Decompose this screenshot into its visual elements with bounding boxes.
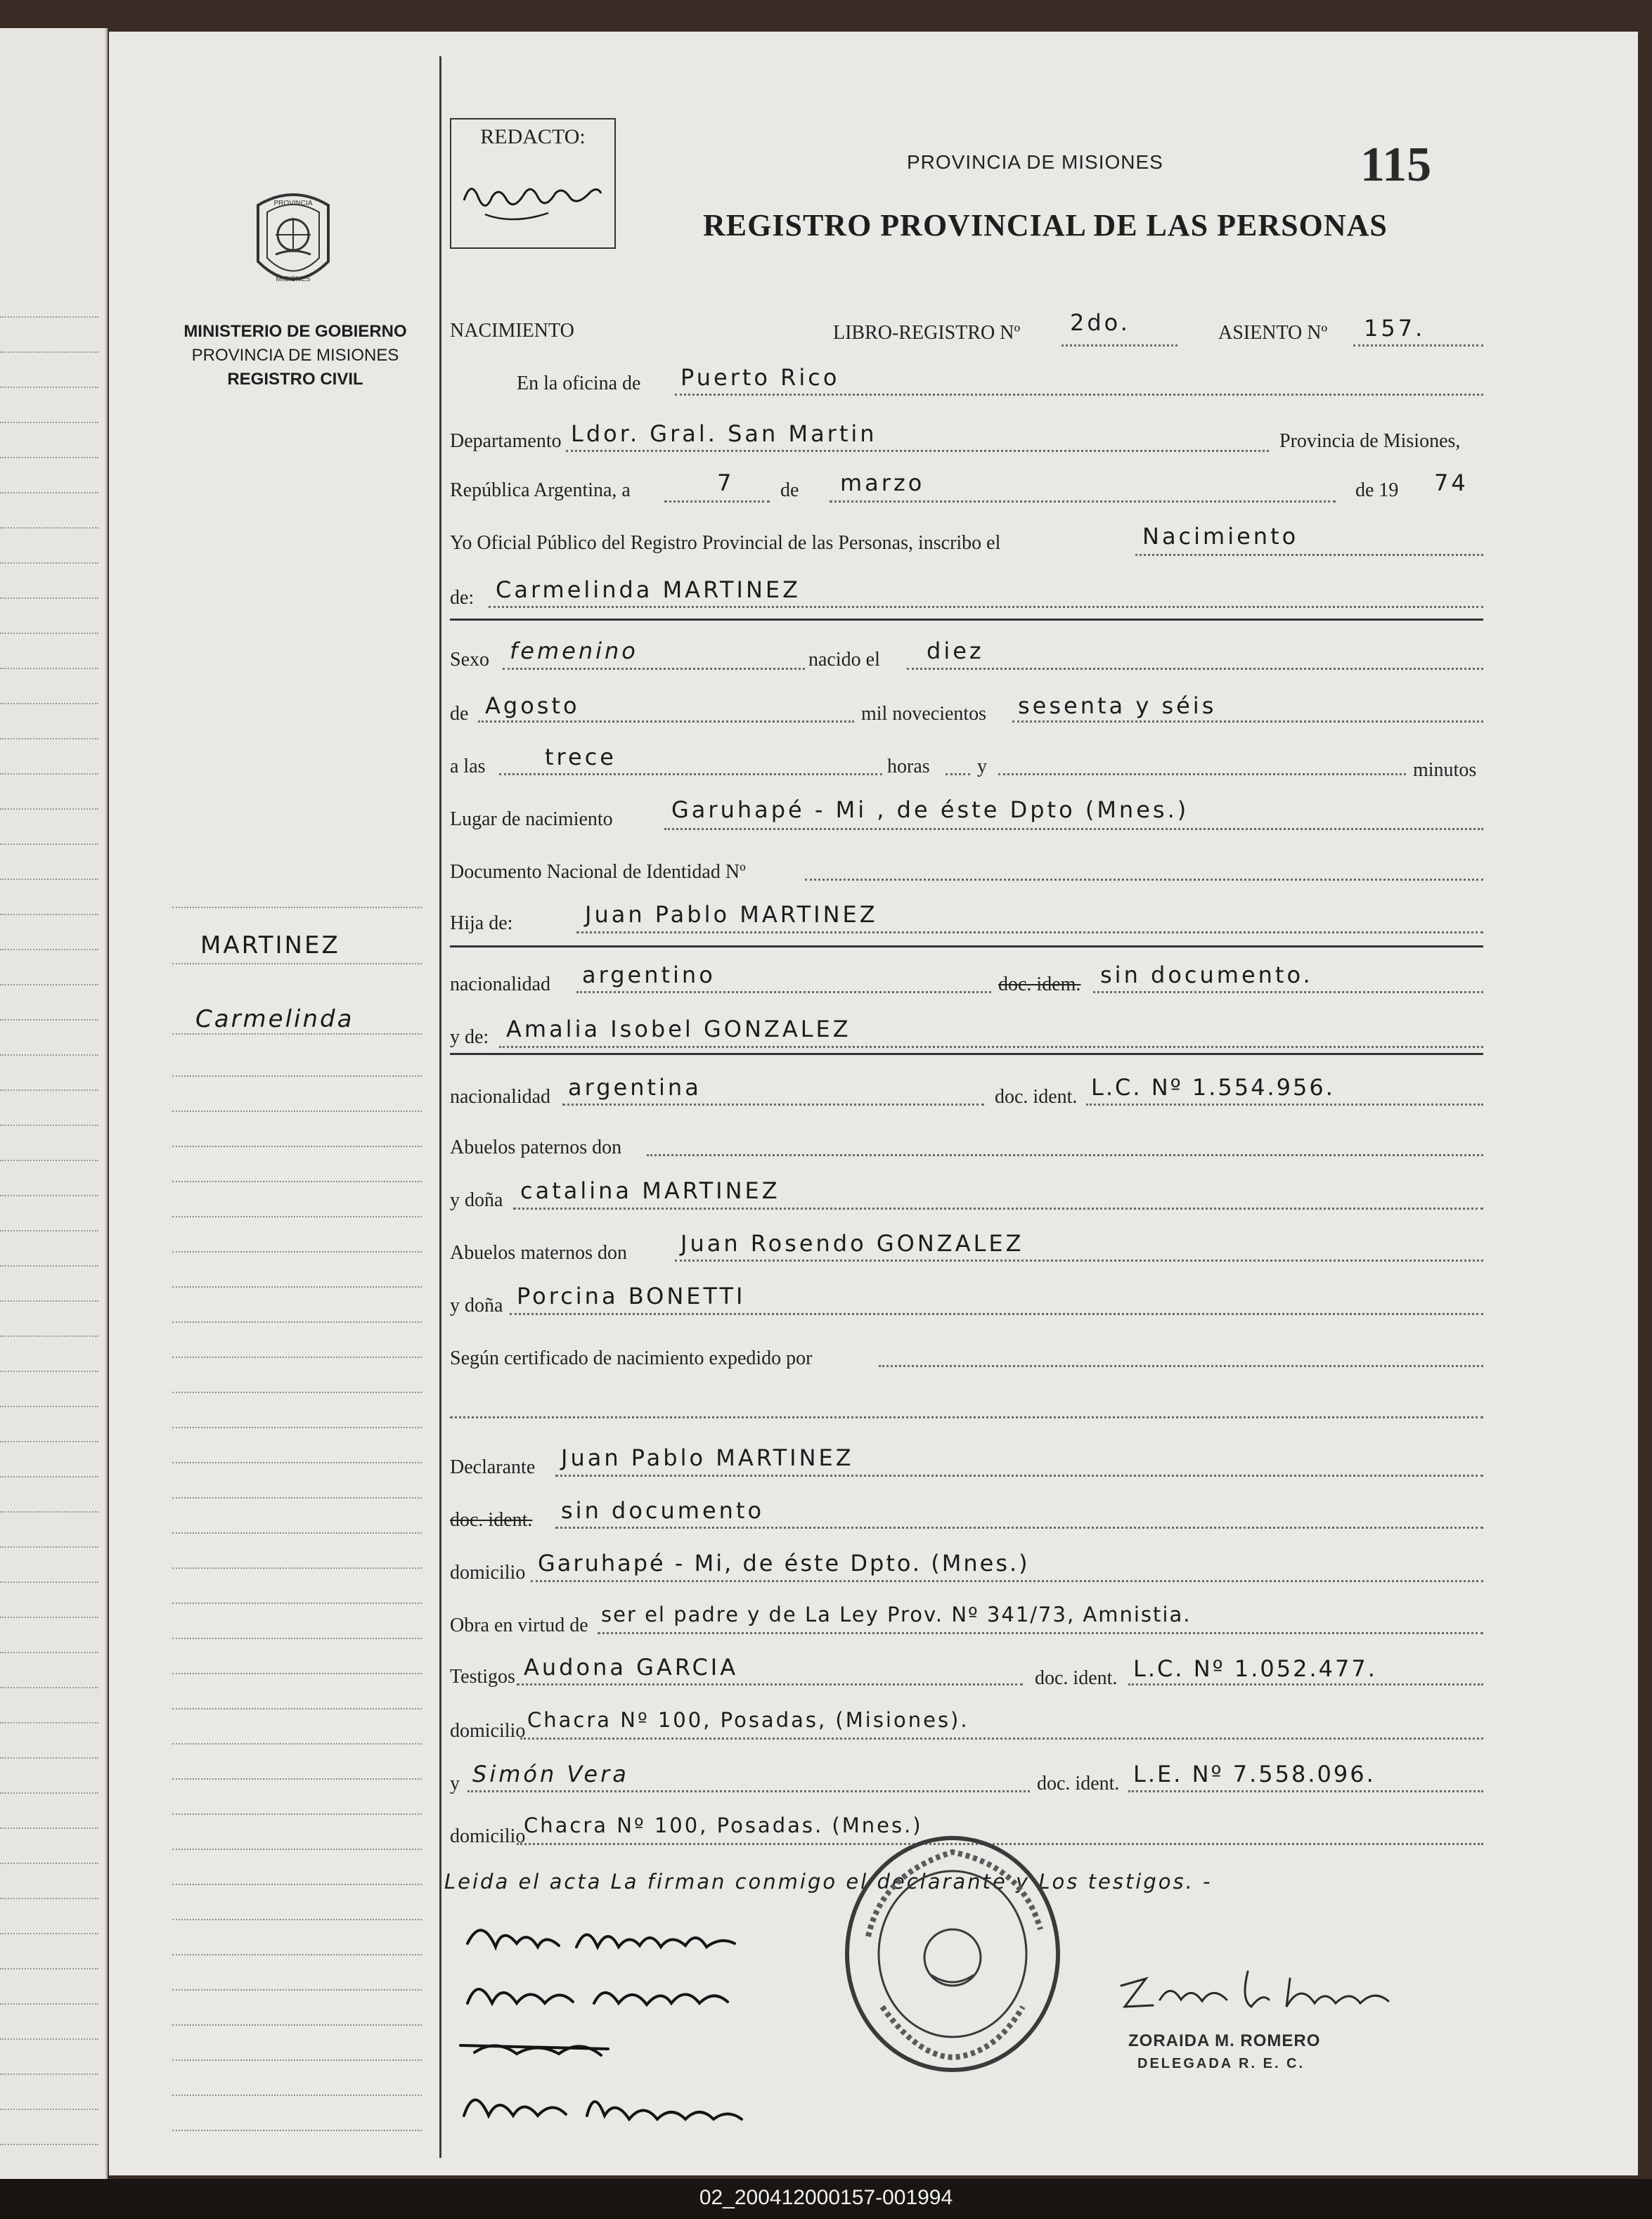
sexo-value: femenino xyxy=(510,638,638,664)
departamento-label: Departamento xyxy=(450,430,562,452)
obra-value: ser el padre y de La Ley Prov. Nº 341/73, Amnistia. xyxy=(601,1603,1192,1626)
hours-value: trece xyxy=(545,744,617,770)
certificado-label: Según certificado de nacimiento expedido por xyxy=(450,1347,813,1369)
province-coat-of-arms-icon xyxy=(247,184,339,297)
y-label: y xyxy=(977,756,987,777)
de-label: de xyxy=(780,479,799,501)
mother-doc: L.C. Nº 1.554.956. xyxy=(1091,1074,1335,1101)
redacto-label: REDACTO: xyxy=(480,125,586,148)
inscribo-label: Yo Oficial Público del Registro Provincial de las Personas, inscribo el xyxy=(450,532,1001,554)
oficina-label: En la oficina de xyxy=(517,373,641,394)
registry-title: REGISTRO PROVINCIAL DE LAS PERSONAS xyxy=(703,208,1388,242)
ydona-label: y doña xyxy=(450,1189,503,1211)
departamento-value: Ldor. Gral. San Martin xyxy=(571,420,877,447)
year-value: 74 xyxy=(1434,470,1469,496)
month-value: marzo xyxy=(840,470,925,496)
witness1-name: Audona GARCIA xyxy=(524,1654,739,1681)
asiento-value: 157. xyxy=(1364,315,1426,342)
libro-label: LIBRO-REGISTRO Nº xyxy=(833,322,1021,344)
province-line: PROVINCIA DE MISIONES xyxy=(191,346,399,365)
redacto-box xyxy=(450,118,616,249)
de-name-label: de: xyxy=(450,587,475,609)
handwritten-signatures-icon xyxy=(453,1905,889,2172)
margin-divider xyxy=(439,56,441,2158)
nacionalidad-label: nacionalidad xyxy=(450,973,551,995)
svg-text:MISIONES: MISIONES xyxy=(276,276,311,283)
de-label-2: de xyxy=(450,703,469,725)
docident-label-2: doc. ident. xyxy=(450,1509,533,1531)
declarante-doc: sin documento xyxy=(561,1497,765,1524)
witness1-domicilio: Chacra Nº 100, Posadas, (Misiones). xyxy=(527,1708,969,1732)
witness1-doc: L.C. Nº 1.052.477. xyxy=(1133,1655,1377,1682)
mother-name: Amalia Isobel GONZALEZ xyxy=(506,1016,851,1042)
ministry-heading xyxy=(162,320,429,392)
maternal-grandfather: Juan Rosendo GONZALEZ xyxy=(680,1230,1024,1257)
dni-label: Documento Nacional de Identidad Nº xyxy=(450,861,746,883)
libro-value: 2do. xyxy=(1070,309,1130,336)
hija-label: Hija de: xyxy=(450,912,513,934)
mother-nationality: argentina xyxy=(568,1074,702,1101)
registry-line: REGISTRO CIVIL xyxy=(227,370,363,389)
father-nationality: argentino xyxy=(582,962,716,988)
father-doc-label: doc. idem. xyxy=(998,973,1081,995)
redacto-signature-icon xyxy=(457,158,608,235)
docident-label-3: doc. ident. xyxy=(1035,1667,1118,1689)
province-header: PROVINCIA DE MISIONES xyxy=(907,151,1163,173)
nacionalidad-label-2: nacionalidad xyxy=(450,1086,551,1108)
docident-label-4: doc. ident. xyxy=(1037,1773,1120,1794)
witness2-name: Simón Vera xyxy=(472,1761,629,1787)
abuelos-maternos-label: Abuelos maternos don xyxy=(450,1242,627,1264)
de-year-label: de 19 xyxy=(1355,479,1399,501)
closing-statement: Leida el acta La firman conmigo el declarante y Los testigos. - xyxy=(444,1870,1213,1894)
declarante-value: Juan Pablo MARTINEZ xyxy=(561,1444,854,1471)
minutos-label: minutos xyxy=(1413,759,1477,781)
left-facing-page xyxy=(0,28,108,2179)
oficina-value: Puerto Rico xyxy=(680,364,840,391)
child-name: Carmelinda MARTINEZ xyxy=(496,576,801,603)
folio-number: 115 xyxy=(1360,138,1432,192)
provincia-suffix: Provincia de Misiones, xyxy=(1279,430,1461,452)
paternal-grandmother: catalina MARTINEZ xyxy=(520,1177,780,1204)
y-label-2: y xyxy=(450,1773,460,1794)
day-value: 7 xyxy=(717,470,735,496)
official-signature-icon xyxy=(1114,1950,1409,2028)
record-type: NACIMIENTO xyxy=(450,320,574,342)
domicilio-label: domicilio xyxy=(450,1562,526,1584)
witness2-doc: L.E. Nº 7.558.096. xyxy=(1133,1761,1376,1787)
lugar-value: Garuhapé - Mi , de éste Dpto (Mnes.) xyxy=(671,796,1189,823)
father-name: Juan Pablo MARTINEZ xyxy=(585,901,878,928)
margin-given-name: Carmelinda xyxy=(195,1005,354,1033)
declarante-label: Declarante xyxy=(450,1456,536,1478)
declarante-domicilio: Garuhapé - Mi, de éste Dpto. (Mnes.) xyxy=(538,1550,1030,1577)
domicilio-label-2: domicilio xyxy=(450,1720,526,1742)
sexo-label: Sexo xyxy=(450,649,489,671)
margin-surname: MARTINEZ xyxy=(200,931,340,959)
birth-year-words: sesenta y séis xyxy=(1018,692,1217,719)
obra-label: Obra en virtud de xyxy=(450,1615,588,1636)
republica-label: República Argentina, a xyxy=(450,479,631,501)
svg-text:PROVINCIA: PROVINCIA xyxy=(273,200,313,207)
asiento-label: ASIENTO Nº xyxy=(1218,322,1328,344)
nacido-label: nacido el xyxy=(808,649,880,671)
inscribo-value: Nacimiento xyxy=(1142,523,1299,550)
birth-month: Agosto xyxy=(485,692,580,719)
alas-label: a las xyxy=(450,756,486,777)
ministry-line: MINISTERIO DE GOBIERNO xyxy=(183,322,407,341)
abuelos-paternos-label: Abuelos paternos don xyxy=(450,1137,622,1158)
witness2-domicilio: Chacra Nº 100, Posadas. (Mnes.) xyxy=(524,1813,923,1837)
father-doc: sin documento. xyxy=(1100,962,1313,988)
testigos-label: Testigos xyxy=(450,1666,515,1688)
maternal-grandmother: Porcina BONETTI xyxy=(517,1283,746,1309)
lugar-label: Lugar de nacimiento xyxy=(450,808,613,830)
official-name: ZORAIDA M. ROMERO xyxy=(1128,2031,1321,2050)
yde-label: y de: xyxy=(450,1026,489,1048)
domicilio-label-3: domicilio xyxy=(450,1825,526,1847)
birth-day: diez xyxy=(927,638,984,664)
ydona-label-2: y doña xyxy=(450,1295,503,1316)
official-stamp-icon xyxy=(840,1831,1065,2077)
official-title: DELEGADA R. E. C. xyxy=(1137,2056,1305,2071)
docident-label: doc. ident. xyxy=(995,1086,1078,1108)
image-caption: 02_200412000157-001994 xyxy=(699,2186,953,2209)
horas-label: horas xyxy=(887,756,930,777)
mil-label: mil novecientos xyxy=(861,703,987,725)
